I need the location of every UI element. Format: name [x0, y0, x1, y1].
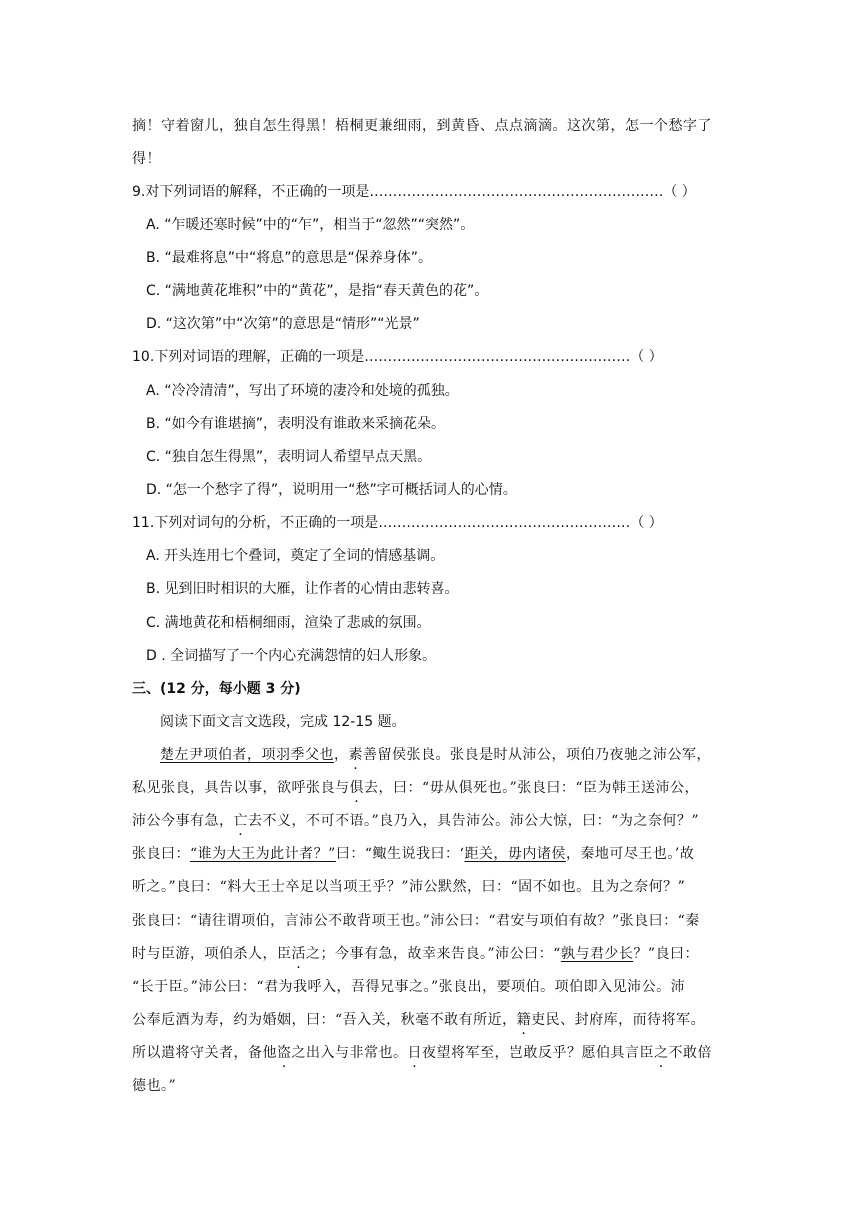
dotted-word-ji: 籍: [516, 1012, 532, 1028]
dotted-word-dao: 盗: [277, 1045, 292, 1061]
passage-text: 时与臣游，项伯杀人，臣: [132, 946, 292, 962]
dotted-word-wang: 亡: [233, 813, 248, 829]
passage-text: 所以遣将守关者，备他: [132, 1045, 277, 1061]
question-11-option-c: C. 满地黄花和梧桐细雨，渲染了悲戚的氛围。: [146, 615, 431, 631]
underlined-sentence-2: “谁为大王为此计者？”: [190, 846, 336, 862]
passage-text: 之；今事有急，故幸来告良。”沛公曰：“: [306, 946, 561, 962]
passage-text: ，秦地可尽王也。’故: [565, 846, 695, 862]
passage-text: 私见张良，具告以事，欲呼张良与: [132, 780, 350, 796]
question-11-stem: 11.下列对词句的分析，不正确的一项是………………………………………………（ ）: [132, 515, 663, 531]
passage-text: 沛公今事有急，: [132, 813, 234, 829]
passage-line-3: [132, 811, 699, 831]
question-9-option-c: C. “满地黄花堆积”中的“黄花”，是指“春天黄色的花”。: [146, 283, 489, 299]
passage-text: 夜望将军至，岂敢反乎？愿伯具言臣: [422, 1045, 654, 1061]
section-3-heading: 三、(12 分，每小题 3 分): [132, 681, 301, 697]
passage-line-8: “长于臣。”沛公曰：“君为我呼入，吾得兄事之。”张良出，要项伯。项伯即入见沛公。沛: [132, 979, 686, 995]
question-10-option-d: D. “怎一个愁字了得”，说明用一“愁”字可概括词人的心情。: [146, 482, 517, 498]
passage-text: 吏民、封府库，而待将军。: [531, 1012, 706, 1028]
passage-text: 之出入与非常也。: [291, 1045, 408, 1061]
question-11-option-a: A. 开头连用七个叠词，奠定了全词的情感基调。: [146, 548, 445, 564]
underlined-sentence-4: 孰与君少长: [560, 946, 634, 962]
passage-line-5: 听之。”良曰：“料大王士卒足以当项王乎？”沛公默然，曰：“固不如也。且为之奈何？”: [132, 879, 686, 895]
question-11-option-d: D . 全词描写了一个内心充满怨情的妇人形象。: [146, 648, 437, 664]
passage-line-7: [132, 944, 699, 964]
dotted-word-su: 素: [348, 747, 363, 763]
passage-text: 去不义，不可不语。”良乃入，具告沛公。沛公大惊，曰：“为之奈何？”: [248, 813, 699, 829]
dotted-word-ri: 日: [407, 1045, 422, 1061]
passage-text: ，: [334, 747, 349, 763]
question-11-option-b: B. 见到旧时相识的大雁，让作者的心情由悲转喜。: [146, 581, 459, 597]
question-10-option-a: A. “冷冷清清”，写出了环境的凄冷和处境的孤独。: [146, 383, 459, 399]
passage-text: 去，曰：“毋从俱死也。”张良曰：“臣为韩王送沛公，: [364, 780, 699, 796]
passage-text: ？”良曰：: [633, 946, 699, 962]
dotted-word-zhi: 之: [654, 1045, 669, 1061]
question-9-stem: 9.对下列词语的解释，不正确的一项是………………………………………………………（ ）: [132, 184, 696, 200]
dotted-word-huo: 活: [291, 946, 306, 962]
question-9-option-d: D. “这次第”中“次第”的意思是“情形”“光景”: [146, 316, 420, 332]
question-10-option-c: C. “独自怎生得黑”，表明词人希望早点天黑。: [146, 449, 432, 465]
passage-text: 公奉卮酒为寿，约为婚姻，曰：“吾入关，秋毫不敢有所近，: [132, 1012, 517, 1028]
passage-line-1: [160, 745, 711, 765]
passage-text: 不敢倍: [668, 1045, 712, 1061]
passage-line-4: [132, 844, 694, 864]
passage-line-9: [132, 1010, 705, 1030]
question-10-option-b: B. “如今有谁堪摘”，表明没有谁敢来采摘花朵。: [146, 416, 446, 432]
passage-text: 善留侯张良。张良是时从沛公，项伯乃夜驰之沛公军，: [363, 747, 711, 763]
passage-text: 曰：“鲰生说我曰：‘: [335, 846, 465, 862]
underlined-sentence-1: 楚左尹项伯者，项羽季父也: [160, 747, 334, 763]
passage-line-2: [132, 778, 699, 798]
section-3-instruction: 阅读下面文言文选段，完成 12-15 题。: [160, 714, 406, 730]
poem-line-1: 摘！守着窗儿，独自怎生得黑！梧桐更兼细雨，到黄昏、点点滴滴。这次第，怎一个愁字了: [132, 118, 712, 134]
passage-line-11: 德也。”: [132, 1078, 177, 1094]
dotted-word-ju: 俱: [349, 780, 364, 796]
passage-line-6: 张良曰：“请往谓项伯，言沛公不敢背项王也。”沛公曰：“君安与项伯有故？”张良曰：“秦: [132, 913, 700, 929]
passage-line-10: [132, 1043, 712, 1063]
question-9-option-b: B. “最难将息”中“将息”的意思是“保养身体”。: [146, 250, 433, 266]
underlined-sentence-3: 距关，毋内诸侯: [464, 846, 566, 862]
poem-line-2: 得！: [132, 151, 161, 167]
question-9-option-a: A. “乍暖还寒时候”中的“乍”，相当于“忽然”“突然”。: [146, 217, 475, 233]
question-10-stem: 10.下列对词语的理解，正确的一项是…………………………………………………（ ）: [132, 349, 663, 365]
passage-text: 张良曰：: [132, 846, 190, 862]
